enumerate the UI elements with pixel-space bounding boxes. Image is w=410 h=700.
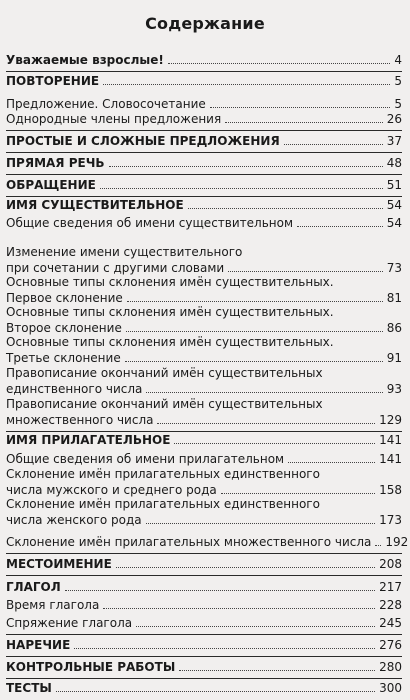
toc-entry-line1: Основные типы склонения имён существительных. <box>6 305 334 319</box>
toc-entry-title: Третье склонение <box>6 351 121 365</box>
section-separator <box>6 656 402 657</box>
toc-page-number: 4 <box>394 53 402 67</box>
toc-entry-row <box>6 351 402 365</box>
dot-leader <box>168 63 390 64</box>
toc-page-number: 91 <box>386 351 402 365</box>
dot-leader <box>126 331 383 332</box>
toc-entry-row <box>6 261 402 275</box>
dot-leader <box>188 208 383 209</box>
toc-page-number: 51 <box>386 178 402 192</box>
toc-entry-row <box>6 616 402 630</box>
toc-page-number: 54 <box>386 198 402 212</box>
toc-entry-line1: Правописание окончаний имён существительных <box>6 366 323 380</box>
dot-leader <box>284 144 383 145</box>
section-separator <box>6 678 402 679</box>
page-title: Содержание <box>145 14 265 33</box>
toc-page-number: 141 <box>379 452 402 466</box>
toc-section-row <box>6 198 402 212</box>
toc-entry-title: КОНТРОЛЬНЫЕ РАБОТЫ <box>6 660 176 674</box>
toc-entry-title: ПРЯМАЯ РЕЧЬ <box>6 156 105 170</box>
toc-page-number: 280 <box>379 660 402 674</box>
dot-leader <box>225 122 383 123</box>
toc-entry-title: ИМЯ ПРИЛАГАТЕЛЬНОЕ <box>6 433 171 447</box>
dot-leader <box>228 271 383 272</box>
dot-leader <box>375 545 381 546</box>
toc-entry-row <box>6 483 402 497</box>
dot-leader <box>288 462 375 463</box>
toc-section-row <box>6 156 402 170</box>
section-separator <box>6 575 402 576</box>
toc-entry-title: числа женского рода <box>6 513 142 527</box>
toc-page-number: 245 <box>379 616 402 630</box>
toc-section-row <box>6 638 402 652</box>
toc-page-number: 129 <box>379 413 402 427</box>
toc-page-number: 158 <box>379 483 402 497</box>
toc-entry-title: Общие сведения об имени прилагательном <box>6 452 285 466</box>
dot-leader <box>56 691 375 692</box>
toc-entry-row <box>6 382 402 396</box>
section-separator <box>6 196 402 197</box>
toc-entry-row <box>6 598 402 612</box>
toc-page-number: 208 <box>379 557 402 571</box>
toc-page-number: 217 <box>379 580 402 594</box>
dot-leader <box>103 608 375 609</box>
toc-page-number: 73 <box>386 261 402 275</box>
toc-section-row <box>6 557 402 571</box>
toc-entry-title: Первое склонение <box>6 291 123 305</box>
toc-page-number: 300 <box>379 681 402 695</box>
toc-entry-title: ПОВТОРЕНИЕ <box>6 74 100 88</box>
toc-entry-title: Уважаемые взрослые! <box>6 53 164 67</box>
toc-section-row <box>6 433 402 447</box>
toc-entry-row <box>6 97 402 111</box>
dot-leader <box>146 523 375 524</box>
dot-leader <box>127 301 383 302</box>
dot-leader <box>210 107 391 108</box>
toc-entry-title: Время глагола <box>6 598 100 612</box>
dot-leader <box>109 166 383 167</box>
toc-entry-line1: Правописание окончаний имён существительных <box>6 397 323 411</box>
toc-section-row <box>6 580 402 594</box>
dot-leader <box>221 493 375 494</box>
dot-leader <box>174 443 375 444</box>
dot-leader <box>157 423 375 424</box>
section-separator <box>6 174 402 175</box>
dot-leader <box>116 567 375 568</box>
toc-entry-row <box>6 452 402 466</box>
toc-entry-line1: Склонение имён прилагательных единственного <box>6 497 320 511</box>
toc-entry-line1: Основные типы склонения имён существительных. <box>6 275 334 289</box>
toc-entry-title: Второе склонение <box>6 321 122 335</box>
toc-page-number: 26 <box>386 112 402 126</box>
toc-page-number: 276 <box>379 638 402 652</box>
dot-leader <box>125 361 383 362</box>
toc-entry-title: единственного числа <box>6 382 143 396</box>
toc-entry-title: при сочетании с другими словами <box>6 261 225 275</box>
section-separator <box>6 130 402 131</box>
toc-entry-row <box>6 413 402 427</box>
toc-entry-title: Склонение имён прилагательных множественного числа <box>6 535 372 549</box>
toc-page-number: 192 <box>385 535 409 549</box>
section-separator <box>6 553 402 554</box>
section-separator <box>6 431 402 432</box>
toc-entry-title: множественного числа <box>6 413 154 427</box>
section-separator <box>6 634 402 635</box>
toc-page-number: 86 <box>386 321 402 335</box>
toc-page-number: 5 <box>394 74 402 88</box>
toc-page-number: 81 <box>386 291 402 305</box>
toc-entry-title: ПРОСТЫЕ И СЛОЖНЫЕ ПРЕДЛОЖЕНИЯ <box>6 134 280 148</box>
dot-leader <box>146 392 382 393</box>
toc-entry-title: ОБРАЩЕНИЕ <box>6 178 96 192</box>
toc-section-row <box>6 134 402 148</box>
toc-page-number: 54 <box>386 216 402 230</box>
toc-page-number: 37 <box>386 134 402 148</box>
toc-entry-row <box>6 112 402 126</box>
toc-entry-title: НАРЕЧИЕ <box>6 638 71 652</box>
toc-entry-row <box>6 216 402 230</box>
toc-page-number: 228 <box>379 598 402 612</box>
dot-leader <box>103 84 390 85</box>
toc-entry-title: Общие сведения об имени существительном <box>6 216 294 230</box>
toc-section-row <box>6 681 402 695</box>
toc-entry-title: Спряжение глагола <box>6 616 133 630</box>
toc-entry-title: ТЕСТЫ <box>6 681 52 695</box>
toc-entry-line1: Изменение имени существительного <box>6 245 243 259</box>
dot-leader <box>136 626 375 627</box>
toc-entry-title: числа мужского и среднего рода <box>6 483 217 497</box>
toc-section-row <box>6 74 402 88</box>
dot-leader <box>65 590 375 591</box>
toc-entry-title: ГЛАГОЛ <box>6 580 61 594</box>
dot-leader <box>74 648 375 649</box>
toc-entry-row <box>6 535 409 549</box>
toc-entry-row <box>6 291 402 305</box>
toc-entry-title: ИМЯ СУЩЕСТВИТЕЛЬНОЕ <box>6 198 184 212</box>
section-separator <box>6 71 402 72</box>
toc-page-number: 173 <box>379 513 402 527</box>
toc-page-number: 93 <box>386 382 402 396</box>
toc-entry-row <box>6 321 402 335</box>
toc-entry-title: Предложение. Словосочетание <box>6 97 206 111</box>
dot-leader <box>297 226 383 227</box>
section-separator <box>6 152 402 153</box>
toc-entry-title: Однородные члены предложения <box>6 112 222 126</box>
toc-entry-title: МЕСТОИМЕНИЕ <box>6 557 112 571</box>
toc-page-number: 141 <box>379 433 402 447</box>
toc-entry-line1: Склонение имён прилагательных единственного <box>6 467 320 481</box>
toc-section-row <box>6 660 402 674</box>
toc-entry-line1: Основные типы склонения имён существительных. <box>6 335 334 349</box>
toc-section-row <box>6 53 402 67</box>
toc-section-row <box>6 178 402 192</box>
dot-leader <box>100 188 383 189</box>
toc-page-number: 5 <box>394 97 402 111</box>
toc-page-number: 48 <box>386 156 402 170</box>
dot-leader <box>179 670 375 671</box>
toc-entry-row <box>6 513 402 527</box>
